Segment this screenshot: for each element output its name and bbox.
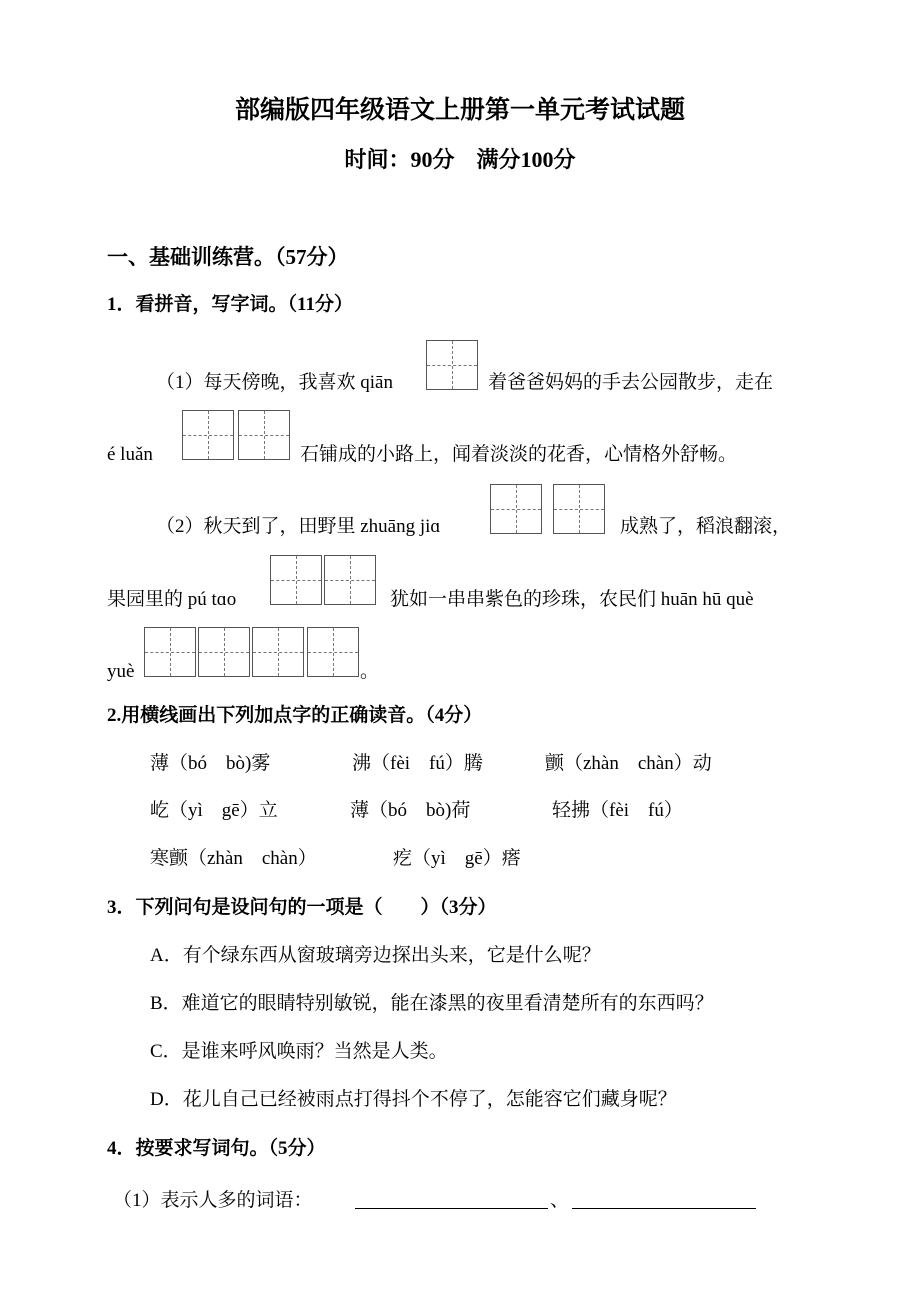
text: é luǎn — [107, 444, 153, 465]
answer-blank[interactable] — [572, 1190, 756, 1209]
question-4-heading: 4．按要求写词句。（5分） — [107, 1138, 326, 1159]
text: （1）每天傍晚，我喜欢 qiān — [156, 372, 393, 393]
text: yuè — [107, 661, 135, 682]
option-a[interactable]: A．有个绿东西从窗玻璃旁边探出头来，它是什么呢？ — [150, 945, 601, 966]
writing-box[interactable] — [324, 555, 376, 605]
answer-blank[interactable] — [355, 1190, 548, 1209]
question-1-heading: 1．看拼音，写字词。（11分） — [107, 294, 353, 315]
text: 石铺成的小路上，闻着淡淡的花香，心情格外舒畅。 — [300, 444, 738, 465]
question-2-heading: 2.用横线画出下列加点字的正确读音。（4分） — [107, 705, 483, 726]
option-c[interactable]: C．是谁来呼风唤雨？当然是人类。 — [150, 1041, 448, 1062]
text: 。 — [360, 661, 380, 682]
page-subtitle: 时间：90分 满分100分 — [344, 147, 576, 172]
writing-box[interactable] — [426, 340, 478, 390]
writing-box[interactable] — [252, 627, 304, 677]
pinyin-item[interactable]: 薄（bó bò)雾 — [150, 753, 271, 774]
writing-box[interactable] — [270, 555, 322, 605]
pinyin-item[interactable]: 颤（zhàn chàn）动 — [545, 753, 712, 774]
writing-box[interactable] — [198, 627, 250, 677]
question-4-item-1: （1）表示人多的词语： — [113, 1190, 313, 1211]
option-d[interactable]: D．花儿自己已经被雨点打得抖个不停了，怎能容它们藏身呢？ — [150, 1089, 677, 1110]
pinyin-item[interactable]: 沸（fèi fú）腾 — [352, 753, 483, 774]
option-b[interactable]: B．难道它的眼睛特别敏锐，能在漆黑的夜里看清楚所有的东西吗？ — [150, 993, 714, 1014]
text: 犹如一串串紫色的珍珠，农民们 huān hū què — [390, 589, 754, 610]
writing-box[interactable] — [144, 627, 196, 677]
writing-box[interactable] — [553, 484, 605, 534]
writing-box[interactable] — [490, 484, 542, 534]
writing-box[interactable] — [307, 627, 359, 677]
text: 成熟了，稻浪翻滚， — [620, 516, 792, 537]
separator: 、 — [550, 1190, 570, 1211]
page-title: 部编版四年级语文上册第一单元考试试题 — [234, 97, 685, 124]
pinyin-item[interactable]: 薄（bó bò)荷 — [350, 800, 471, 821]
pinyin-item[interactable]: 屹（yì gē）立 — [150, 800, 278, 821]
text: （2）秋天到了，田野里 zhuāng jiɑ — [156, 516, 441, 537]
pinyin-item[interactable]: 疙（yì gē）瘩 — [393, 848, 521, 869]
writing-box[interactable] — [182, 410, 234, 460]
text: 着爸爸妈妈的手去公园散步，走在 — [488, 372, 774, 393]
writing-box[interactable] — [238, 410, 290, 460]
text: 果园里的 pú tɑo — [107, 589, 237, 610]
question-3-heading: 3．下列问句是设问句的一项是（ ）（3分） — [107, 897, 497, 918]
pinyin-item[interactable]: 轻拂（fèi fú） — [552, 800, 683, 821]
section-heading: 一、基础训练营。（57分） — [107, 245, 349, 269]
pinyin-item[interactable]: 寒颤（zhàn chàn） — [150, 848, 317, 869]
